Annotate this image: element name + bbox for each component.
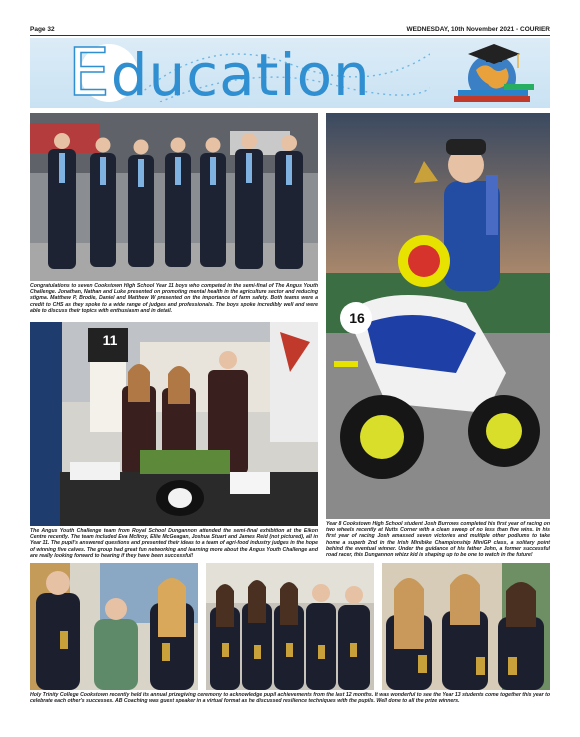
- issue-date: WEDNESDAY, 10th November 2021 - COURIER: [406, 26, 550, 33]
- caption-royal-school: The Angus Youth Challenge team from Royal School Dungannon attended the semi-final exhibition at the Eikon Centre recently. The team included Eva McIlroy, Ellie McGeagan, Joshua Stuart and James Reid (not pictured), all in Year 11. The pupil's answered questions and presented their ideas to a team of agri-food industry judges in the hope of winning five calves. The group had great fun networking and learning more about the Angus Youth Challenge and are really looking forward to hearing if they have been successful!: [30, 528, 318, 559]
- section-title: [68, 38, 371, 108]
- photo-boys-team: [30, 113, 318, 281]
- page-number: Page 32: [30, 26, 55, 33]
- bike-race-number: 16: [349, 310, 365, 326]
- photo-motorbike-rider: [326, 113, 550, 519]
- photo-prizegiving-1: [30, 563, 198, 690]
- photo-prizegiving-3: [382, 563, 550, 690]
- photo-prizegiving-2: [206, 563, 374, 690]
- title-initial: E: [68, 38, 111, 108]
- caption-motorbike: Year 8 Cookstown High School student Josh Burrows completed his first year of racing on two wheels recently at Nutts Corner with a clean sweep of no less than five wins. In his first year of racing Josh amassed seven victories and multiple other podiums to take home a superb 2nd in the Irish Minibike Championship MiniGP class, a solitary point behind the eventual winner. Under the guidance of his father John, a former successful road racer, this Dungannon whizz kid is shaping up to be one to watch in the future!: [326, 521, 550, 559]
- title-rest: ducation: [110, 41, 371, 108]
- globe-books-icon: [434, 40, 544, 106]
- section-banner: [30, 38, 550, 108]
- caption-boys-team: Congratulations to seven Cookstown High School Year 11 boys who competed in the semi-final of The Angus Youth Challenge. Jonathan, Nathan and Luke presented on promoting mental health in the agriculture sector and reducing stigma. Matthew P, Brodie, Daniel and Matthew W presented on the importance of farm safety. Both teams were a credit to CHS as they spoke to a wide range of judges and professionals. The boys spoke incredibly well and were able to discuss their topics with enthusiasm and in detail.: [30, 283, 318, 314]
- folio-rule: [30, 35, 550, 36]
- photo-royal-school-stand: [30, 322, 318, 526]
- caption-holy-trinity: Holy Trinity College Cookstown recently held its annual prizegiving ceremony to acknowledge pupil achievements from the last 12 months. It was wonderful to see the Year 13 students come together this year to celebrate each other's successes. AB Coaching was guest speaker in a virtual format as he discussed resilience techniques with the pupils. Well done to all the prize winners.: [30, 692, 550, 705]
- stand-sign-label: 11: [102, 332, 118, 348]
